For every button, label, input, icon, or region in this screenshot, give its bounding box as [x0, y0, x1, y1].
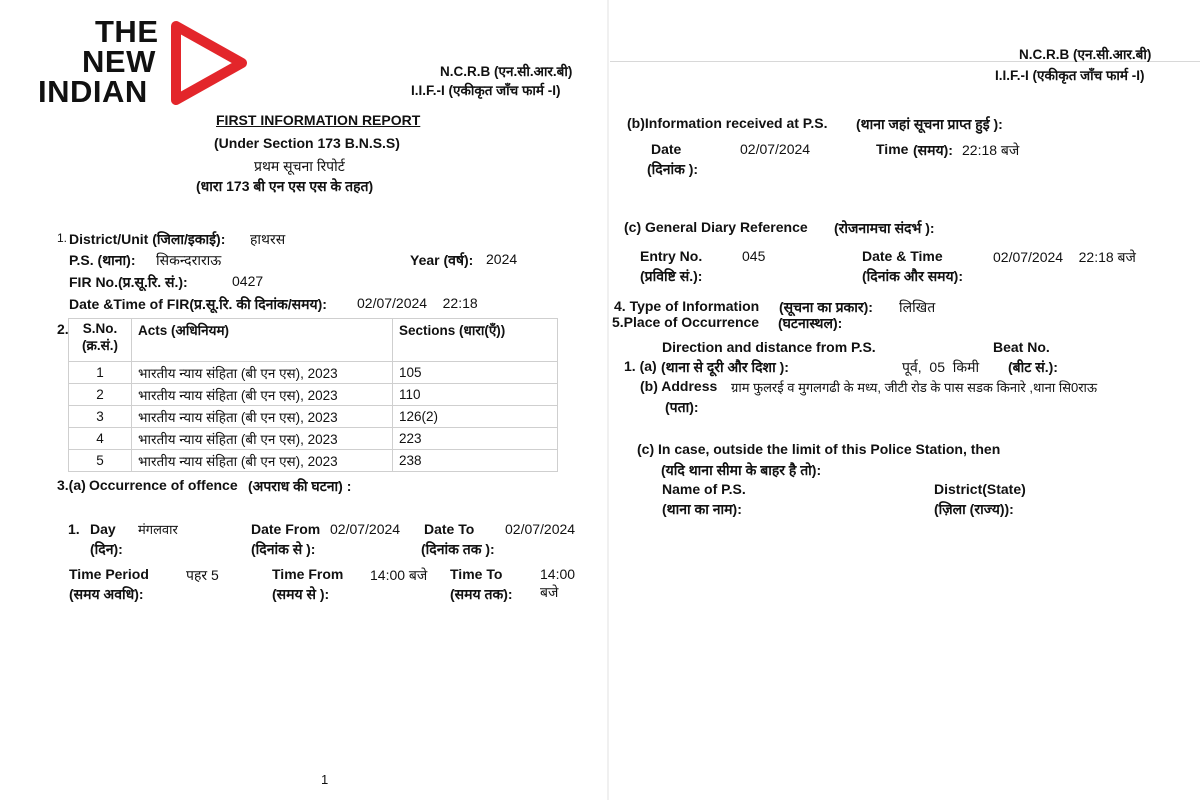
date-to-label-hindi: (दिनांक तक ):: [421, 541, 495, 557]
ps-value: सिकन्दराराऊ: [156, 252, 222, 268]
page-number: 1: [321, 772, 329, 787]
acts-sections-table: [68, 318, 558, 472]
ps-name-label-hindi: (थाना का नाम):: [662, 501, 742, 517]
place-item-number: 1. (a): [624, 358, 657, 374]
gd-datetime-label-hindi: (दिनांक और समय):: [862, 268, 963, 284]
year-label: Year (वर्ष):: [410, 252, 474, 268]
date-from-label: Date From: [251, 521, 321, 537]
logo-line-new: NEW: [82, 44, 156, 79]
day-label: Day: [90, 521, 116, 537]
sections-header: Sections (धारा(एँ)): [393, 319, 558, 362]
row-sno: 1: [69, 362, 132, 384]
gd-datetime-label: Date & Time: [862, 248, 943, 264]
address-label-hindi: (पता):: [665, 399, 699, 415]
received-time-value: 22:18 बजे: [962, 142, 1020, 158]
report-title-hindi: प्रथम सूचना रिपोर्ट: [254, 158, 345, 174]
year-value: 2024: [486, 251, 518, 267]
report-under-section-hindi: (धारा 173 बी एन एस एस के तहत): [196, 178, 374, 194]
row-sno: 2: [69, 384, 132, 406]
outside-limit-label-hindi: (यदि थाना सीमा के बाहर है तो):: [661, 462, 822, 478]
date-to-value: 02/07/2024: [505, 521, 576, 537]
row-act: भारतीय न्याय संहिता (बी एन एस), 2023: [132, 384, 393, 406]
address-value: ग्राम फुलरई व मुगलगढी के मध्य, जीटी रोड के पास सडक किनारे ,थाना सि0राऊ: [731, 380, 1098, 395]
iif-header: I.I.F.-I (एकीकृत जाँच फार्म -I): [411, 83, 561, 98]
info-received-label: (b)Information received at P.S.: [627, 115, 828, 131]
address-label: (b) Address: [640, 378, 718, 394]
beat-no-label-hindi: (बीट सं.):: [1008, 359, 1058, 375]
received-date-label: Date: [651, 141, 682, 157]
entry-no-label-hindi: (प्रविष्टि सं.):: [640, 268, 703, 284]
received-date-label-hindi: (दिनांक ):: [647, 161, 699, 177]
received-date-value: 02/07/2024: [740, 141, 811, 157]
table-row: [69, 384, 558, 406]
fir-number-label: FIR No.(प्र.सू.रि. सं.):: [69, 274, 188, 290]
gd-datetime-value: 02/07/2024 22:18 बजे: [993, 249, 1136, 265]
sno-header-text: S.No.: [82, 321, 118, 336]
date-from-value: 02/07/2024: [330, 521, 401, 537]
district-state-label-hindi: (ज़िला (राज्य)):: [934, 501, 1014, 517]
time-to-label: Time To: [450, 566, 503, 582]
place-of-occurrence-label-hindi: (घटनास्थल):: [778, 315, 843, 331]
row-act: भारतीय न्याय संहिता (बी एन एस), 2023: [132, 406, 393, 428]
received-time-label-hindi: (समय):: [913, 142, 953, 158]
gd-reference-label: (c) General Diary Reference: [624, 219, 808, 235]
fir-datetime-value: 02/07/2024 22:18: [357, 295, 478, 311]
beat-no-label: Beat No.: [993, 339, 1050, 355]
row-section: 110: [393, 384, 558, 406]
ncrb-header: N.C.R.B (एन.सी.आर.बी): [440, 64, 573, 79]
time-from-label-hindi: (समय से ):: [272, 586, 330, 602]
distance-direction-label-hindi: (थाना से दूरी और दिशा ):: [661, 359, 789, 375]
date-from-label-hindi: (दिनांक से ):: [251, 541, 316, 557]
direction-distance-label: Direction and distance from P.S.: [662, 339, 876, 355]
row-sno: 5: [69, 450, 132, 472]
time-period-value: पहर 5: [186, 567, 219, 583]
entry-no-value: 045: [742, 248, 766, 264]
time-from-label: Time From: [272, 566, 344, 582]
report-under-section: (Under Section 173 B.N.S.S): [214, 135, 400, 151]
ps-label: P.S. (थाना):: [69, 252, 136, 268]
received-time-label: Time: [876, 141, 909, 157]
info-received-label-hindi: (थाना जहां सूचना प्राप्त हुई ):: [856, 116, 1003, 132]
place-of-occurrence-label: 5.Place of Occurrence: [612, 314, 760, 330]
occurrence-label: Occurrence of offence: [89, 477, 238, 493]
day-label-hindi: (दिन):: [90, 541, 123, 557]
page-divider: [607, 0, 609, 800]
sno-header-hindi: (क्र.सं.): [82, 338, 118, 353]
report-title: FIRST INFORMATION REPORT: [216, 112, 421, 128]
occurrence-item-number: 1.: [68, 521, 80, 537]
sno-header: [69, 319, 132, 362]
row-section: 105: [393, 362, 558, 384]
day-value: मंगलवार: [138, 522, 178, 537]
outside-limit-label: (c) In case, outside the limit of this Police Station, then: [637, 441, 1001, 457]
ps-name-label: Name of P.S.: [662, 481, 746, 497]
time-period-label-hindi: (समय अवधि):: [69, 586, 144, 602]
row-section: 238: [393, 450, 558, 472]
row-section: 223: [393, 428, 558, 450]
time-period-label: Time Period: [69, 566, 149, 582]
type-of-info-value: लिखित: [899, 299, 936, 315]
table-row: [69, 450, 558, 472]
date-to-label: Date To: [424, 521, 475, 537]
table-row: [69, 406, 558, 428]
logo-line-the: THE: [95, 14, 159, 49]
row-act: भारतीय न्याय संहिता (बी एन एस), 2023: [132, 450, 393, 472]
distance-direction-value: पूर्व, 05 किमी: [902, 359, 980, 375]
fir-datetime-label: Date &Time of FIR(प्र.सू.रि. की दिनांक/समय):: [69, 296, 327, 312]
section-1-number: 1.: [57, 231, 68, 245]
ncrb-header-right: N.C.R.B (एन.सी.आर.बी): [1019, 47, 1152, 62]
type-of-info-label-hindi: (सूचना का प्रकार):: [779, 299, 873, 315]
table-row: [69, 362, 558, 384]
row-act: भारतीय न्याय संहिता (बी एन एस), 2023: [132, 362, 393, 384]
occurrence-label-hindi: (अपराध की घटना) :: [248, 478, 352, 494]
district-value: हाथरस: [250, 231, 286, 247]
fir-number-value: 0427: [232, 273, 264, 289]
time-from-value: 14:00 बजे: [370, 567, 428, 583]
iif-header-right: I.I.F.-I (एकीकृत जाँच फार्म -I): [995, 68, 1145, 83]
district-state-label: District(State): [934, 481, 1026, 497]
time-to-label-hindi: (समय तक):: [450, 586, 513, 602]
time-to-unit: बजे: [540, 584, 559, 600]
district-label: District/Unit (जिला/इकाई):: [69, 231, 226, 247]
type-of-info-label: 4. Type of Information: [614, 298, 760, 314]
logo-line-indian: INDIAN: [38, 74, 148, 109]
table-header-row: [69, 319, 558, 362]
row-sno: 4: [69, 428, 132, 450]
acts-header: Acts (अधिनियम): [132, 319, 393, 362]
row-section: 126(2): [393, 406, 558, 428]
entry-no-label: Entry No.: [640, 248, 703, 264]
gd-reference-label-hindi: (रोजनामचा संदर्भ ):: [834, 220, 935, 236]
time-to-value: 14:00: [540, 566, 576, 582]
section-2-number: 2.: [57, 321, 69, 337]
section-3a-number: 3.(a): [57, 477, 86, 493]
play-triangle-logo-icon: [168, 20, 250, 106]
row-act: भारतीय न्याय संहिता (बी एन एस), 2023: [132, 428, 393, 450]
table-row: [69, 428, 558, 450]
row-sno: 3: [69, 406, 132, 428]
